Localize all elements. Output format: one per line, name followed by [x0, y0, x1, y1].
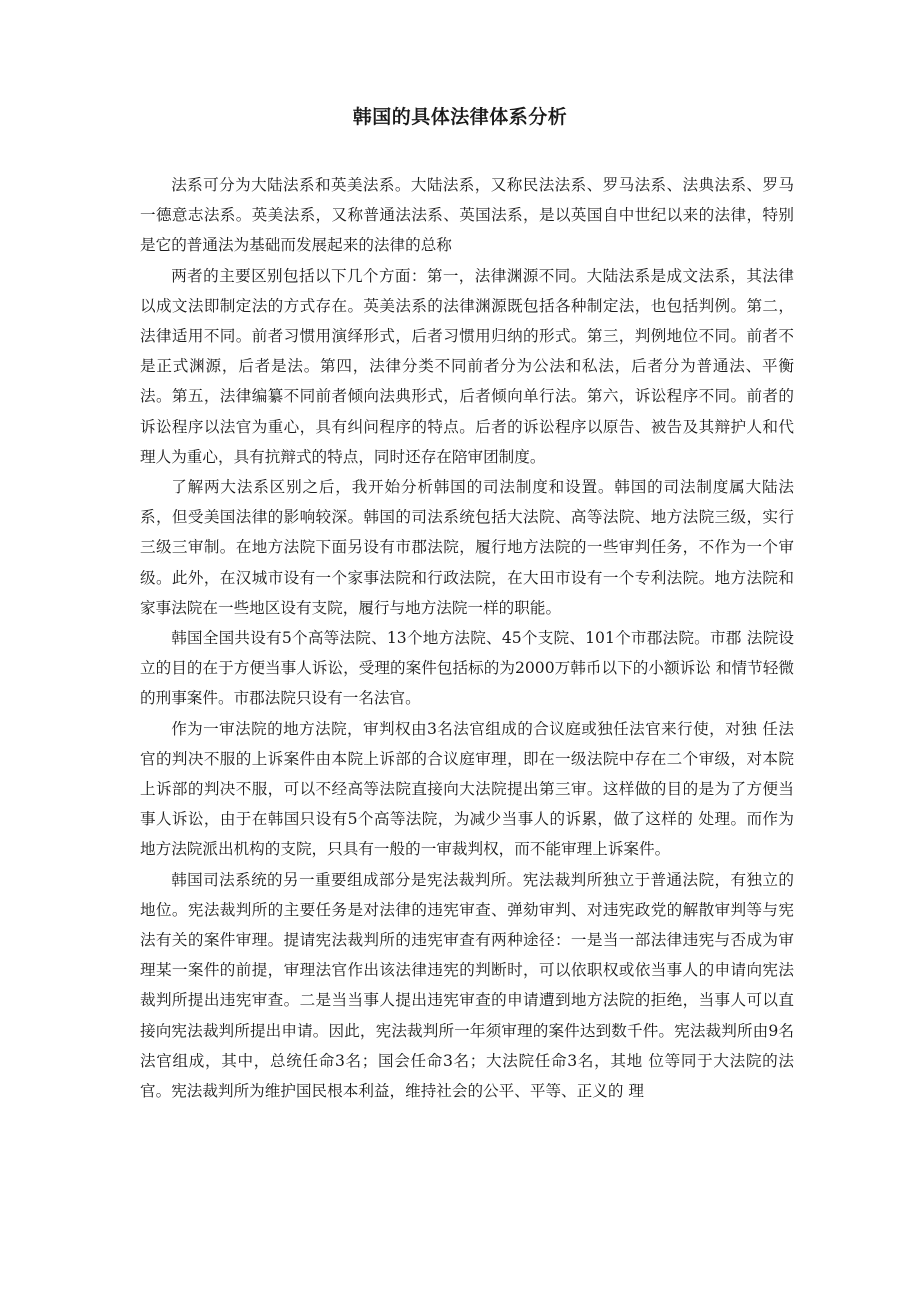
paragraph: 作为一审法院的地方法院，审判权由3名法官组成的合议庭或独任法官来行使，对独 任法官的判决不服的上诉案件由本院上诉部的合议庭审理，即在一级法院中存在二个审级，对本院上诉部的判决不服，可以不经高等法院直接向大法院提出第三审。这样做的目的是为了方便当事人诉讼，由于在韩国只设有5个高等法院，为减少当事人的诉累，做了这样的 处理。而作为地方法院派出机构的支院，只具有一般的一审裁判权，而不能审理上诉案件。 — [140, 719, 794, 859]
document-title: 韩国的具体法律体系分析 — [352, 106, 568, 128]
paragraph: 了解两大法系区别之后，我开始分析韩国的司法制度和设置。韩国的司法制度属大陆法系，但受美国法律的影响较深。韩国的司法系统包括大法院、高等法院、地方法院三级，实行三级三审制。在地方法院下面另设有市郡法院，履行地方法院的一些审判任务，不作为一个审级。此外，在汉城市设有一个家事法院和行政法院，在大田市设有一个专利法院。地方法院和家事法院在一些地区设有支院，履行与地方法院一样的职能。 — [140, 478, 794, 617]
paragraph: 韩国全国共设有5个高等法院、13个地方法院、45个支院、101个市郡法院。市郡 法院设立的目的在于方便当事人诉讼，受理的案件包括标的为2000万韩币以下的小额诉讼 和情节轻微的刑事案件。市郡法院只设有一名法官。 — [140, 629, 794, 708]
document-body — [140, 170, 794, 1106]
paragraph: 韩国司法系统的另一重要组成部分是宪法裁判所。宪法裁判所独立于普通法院，有独立的地位。宪法裁判所的主要任务是对法律的违宪审查、弹劾审判、对违宪政党的解散审判等与宪法有关的案件审理。提请宪法裁判所的违宪审查有两种途径：一是当一部法律违宪与否成为审理某一案件的前提，审理法官作出该法律违宪的判断时，可以依职权或依当事人的申请向宪法裁判所提出违宪审查。二是当当事人提出违宪审查的申请遭到地方法院的拒绝，当事人可以直接向宪法裁判所提出申请。因此，宪法裁判所一年须审理的案件达到数千件。宪法裁判所由9名法官组成，其中，总统任命3名；国会任命3名；大法院任命3名，其地 位等同于大法院的法官。宪法裁判所为维护国民根本利益，维持社会的公平、平等、正义的 理 — [140, 870, 794, 1101]
paragraph: 法系可分为大陆法系和英美法系。大陆法系，又称民法法系、罗马法系、法典法系、罗马一德意志法系。英美法系，又称普通法法系、英国法系，是以英国自中世纪以来的法律，特别是它的普通法为基础而发展起来的法律的总称 — [140, 176, 794, 255]
paragraph: 两者的主要区别包括以下几个方面：第一，法律渊源不同。大陆法系是成文法系，其法律以成文法即制定法的方式存在。英美法系的法律渊源既包括各种制定法，也包括判例。第二，法律适用不同。前者习惯用演绎形式，后者习惯用归纳的形式。第三，判例地位不同。前者不是正式渊源，后者是法。第四，法律分类不同前者分为公法和私法，后者分为普通法、平衡法。第五，法律编纂不同前者倾向法典形式，后者倾向单行法。第六，诉讼程序不同。前者的诉讼程序以法官为重心，具有纠问程序的特点。后者的诉讼程序以原告、被告及其辩护人和代理人为重心，具有抗辩式的特点，同时还存在陪审团制度。 — [140, 266, 794, 466]
